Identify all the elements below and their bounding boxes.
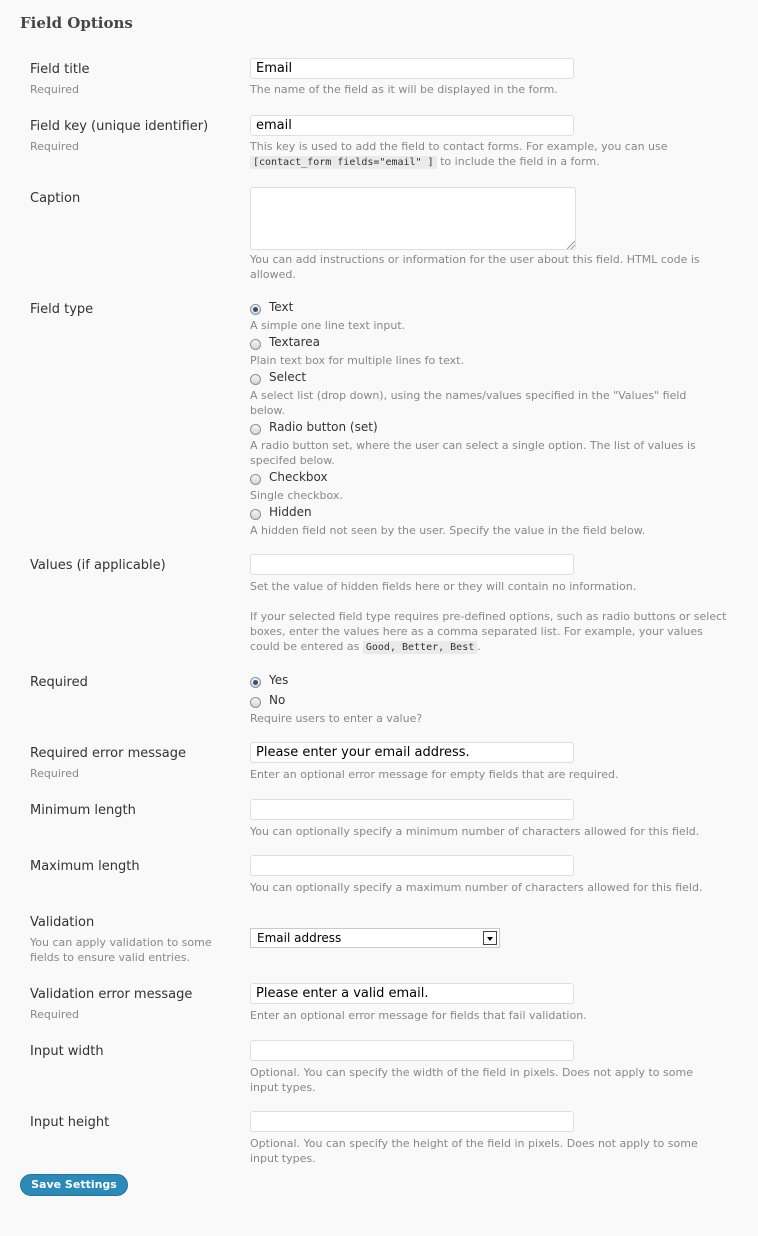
input-width-input[interactable]: [250, 1040, 574, 1061]
field-type-option-select[interactable]: Select: [269, 370, 307, 384]
field-type-radio-checkbox[interactable]: [250, 474, 261, 485]
field-type-option-checkbox[interactable]: Checkbox: [269, 470, 328, 484]
values-options-description-tail: .: [477, 640, 481, 653]
caption-description: You can add instructions or information for the user about this field. HTML code is allowed.: [250, 253, 700, 281]
field-key-description-text: This key is used to add the field to contact forms. For example, you can use: [250, 140, 668, 153]
caption-textarea-wrap: [250, 187, 576, 250]
field-type-radio-textarea[interactable]: [250, 339, 261, 350]
validation-error-required-note: Required: [30, 1008, 79, 1021]
values-input[interactable]: [250, 554, 574, 575]
field-title-label: Field title: [30, 62, 90, 77]
field-title-input[interactable]: [250, 58, 574, 79]
required-error-description: Enter an optional error message for empty fields that are required.: [250, 768, 619, 781]
validation-selected-value: Email address: [257, 931, 342, 945]
min-length-input[interactable]: [250, 799, 574, 820]
shortcode-example: [contact_form fields="email" ]: [250, 156, 437, 169]
field-type-option-text[interactable]: Text: [269, 300, 294, 314]
page-title: Field Options: [20, 14, 133, 32]
values-options-description-text: If your selected field type requires pre-defined options, such as radio buttons or select boxes, enter the values here as a comma separated list. For example, your values could be entered as: [250, 610, 727, 653]
required-option-yes[interactable]: Yes: [269, 673, 289, 687]
field-key-input[interactable]: [250, 115, 574, 136]
max-length-input[interactable]: [250, 855, 574, 876]
field-type-option-textarea[interactable]: Textarea: [269, 335, 321, 349]
field-type-radio-text[interactable]: [250, 304, 261, 315]
validation-error-label: Validation error message: [30, 987, 193, 1002]
values-label: Values (if applicable): [30, 558, 166, 573]
field-type-select-description: A select list (drop down), using the names/values specified in the "Values" field below.: [250, 389, 687, 417]
input-height-input[interactable]: [250, 1111, 574, 1132]
required-radio-yes[interactable]: [250, 677, 261, 688]
field-type-textarea-description: Plain text box for multiple lines fo text.: [250, 354, 464, 367]
required-error-input[interactable]: [250, 742, 574, 763]
input-height-description: Optional. You can specify the height of the field in pixels. Does not apply to some input types.: [250, 1137, 698, 1165]
field-type-text-description: A simple one line text input.: [250, 319, 406, 332]
field-type-hidden-description: A hidden field not seen by the user. Specify the value in the field below.: [250, 524, 646, 537]
validation-select[interactable]: [250, 928, 500, 948]
field-type-radio-hidden[interactable]: [250, 509, 261, 520]
caption-textarea[interactable]: [250, 187, 576, 250]
field-type-radio-set-description: A radio button set, where the user can select a single option. The list of values is specifed below.: [250, 439, 696, 467]
save-settings-button[interactable]: Save Settings: [20, 1174, 128, 1196]
field-type-radio-select[interactable]: [250, 374, 261, 385]
field-title-description: The name of the field as it will be displayed in the form.: [250, 83, 558, 96]
required-option-no[interactable]: No: [269, 693, 286, 707]
min-length-label: Minimum length: [30, 803, 136, 818]
required-radio-no[interactable]: [250, 697, 261, 708]
validation-label: Validation: [30, 915, 95, 930]
chevron-down-icon[interactable]: [483, 931, 497, 945]
values-options-description: [250, 609, 728, 655]
field-key-required-note: Required: [30, 140, 79, 153]
caption-label: Caption: [30, 191, 81, 206]
field-type-radio-radio-set[interactable]: [250, 424, 261, 435]
resize-grip-icon[interactable]: [567, 241, 575, 249]
required-error-label: Required error message: [30, 746, 187, 761]
field-type-checkbox-description: Single checkbox.: [250, 489, 343, 502]
field-key-label: Field key (unique identifier): [30, 119, 209, 134]
validation-error-input[interactable]: [250, 983, 574, 1004]
field-key-description-tail: to include the field in a form.: [436, 155, 600, 168]
max-length-label: Maximum length: [30, 859, 140, 874]
values-description: Set the value of hidden fields here or they will contain no information.: [250, 580, 637, 593]
min-length-description: You can optionally specify a minimum number of characters allowed for this field.: [250, 825, 700, 838]
required-description: Require users to enter a value?: [250, 712, 423, 725]
required-error-required-note: Required: [30, 767, 79, 780]
values-example: Good, Better, Best: [363, 641, 477, 654]
required-label: Required: [30, 675, 88, 690]
max-length-description: You can optionally specify a maximum number of characters allowed for this field.: [250, 881, 703, 894]
field-type-option-radio-set[interactable]: Radio button (set): [269, 420, 378, 434]
field-title-required-note: Required: [30, 83, 79, 96]
validation-error-description: Enter an optional error message for fields that fail validation.: [250, 1009, 587, 1022]
field-type-option-hidden[interactable]: Hidden: [269, 505, 312, 519]
input-width-description: Optional. You can specify the width of the field in pixels. Does not apply to some input types.: [250, 1066, 693, 1094]
field-type-label: Field type: [30, 302, 94, 317]
input-width-label: Input width: [30, 1044, 104, 1059]
validation-description: You can apply validation to some fields to ensure valid entries.: [30, 936, 212, 964]
input-height-label: Input height: [30, 1115, 110, 1130]
field-key-description: [250, 139, 710, 170]
